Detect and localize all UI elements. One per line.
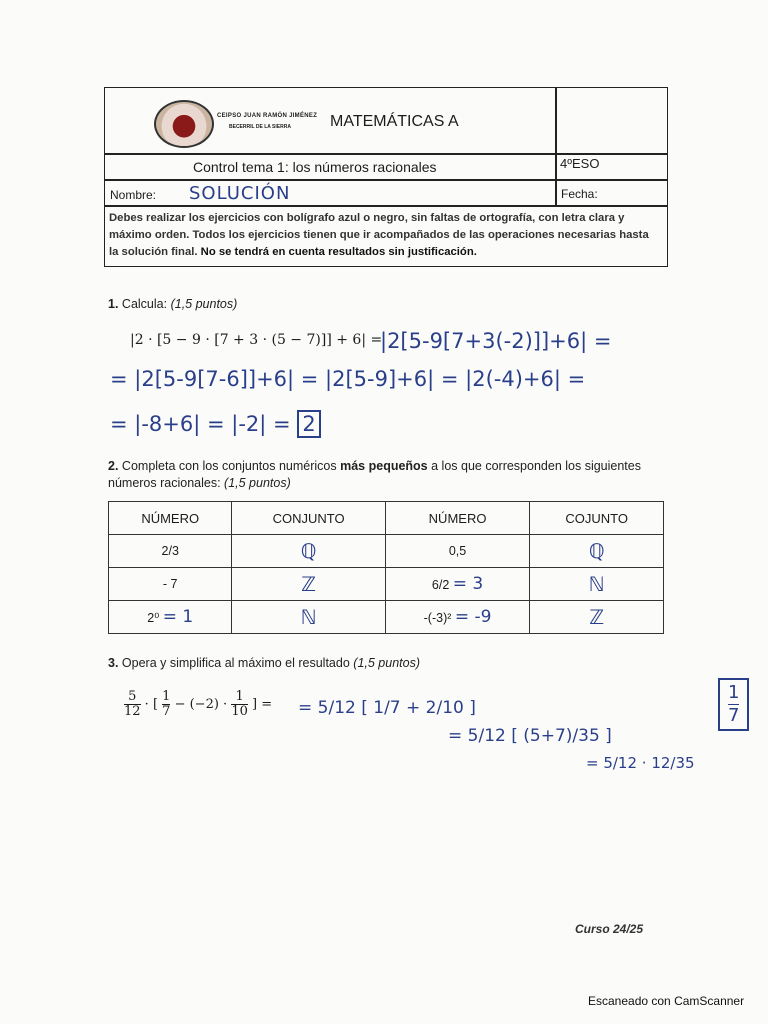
q3-step2: = 5/12 [ (5+7)/35 ] bbox=[448, 726, 612, 746]
header-number-1: NÚMERO bbox=[109, 502, 232, 535]
set-cell: ℕ bbox=[530, 568, 664, 601]
number-cell: 2⁰ = 1 bbox=[109, 601, 232, 634]
set-cell: ℤ bbox=[530, 601, 664, 634]
school-place: BECERRIL DE LA SIERRA bbox=[229, 124, 291, 130]
set-cell: ℚ bbox=[232, 535, 385, 568]
number-cell: 2/3 bbox=[109, 535, 232, 568]
instructions: Debes realizar los ejercicios con bolígrafo azul o negro, sin faltas de ortografía, con letra clara y máximo orden. Todos los ejercicios tienen que ir acompañados de las operaciones necesarias hasta la solución final. No se tendrá en cuenta resultados sin justificación. bbox=[109, 212, 649, 258]
number-cell: 0,5 bbox=[385, 535, 530, 568]
q3-step1: = 5/12 [ 1/7 + 2/10 ] bbox=[298, 698, 476, 718]
q3-expression: $\frac{5}{12}$ · [ $\frac{1}{7}$ − (−2) · $\frac{1}{10}$ ] = bbox=[124, 689, 273, 719]
q1-line2: = |2[5-9[7-6]]+6| = |2[5-9]+6| = |2(-4)+6| = bbox=[110, 367, 586, 391]
name-value: SOLUCIÓN bbox=[189, 183, 291, 204]
control-title: Control tema 1: los números racionales bbox=[193, 159, 437, 175]
q1-line3: = |-8+6| = |-2| = 2 bbox=[110, 412, 321, 436]
number-cell: -(-3)² = -9 bbox=[385, 601, 530, 634]
set-cell: ℚ bbox=[530, 535, 664, 568]
set-cell: ℕ bbox=[232, 601, 385, 634]
q3-step3: = 5/12 · 12/35 bbox=[586, 754, 695, 772]
school-logo bbox=[154, 100, 214, 148]
course-footer: Curso 24/25 bbox=[575, 922, 644, 936]
q1-answer: 2 bbox=[297, 410, 320, 438]
school-name: CEIPSO JUAN RAMÓN JIMÉNEZ bbox=[217, 113, 318, 119]
course-level: 4ºESO bbox=[560, 156, 600, 171]
q1-heading: 1. Calcula: (1,5 puntos) bbox=[108, 297, 238, 311]
header-set-1: CONJUNTO bbox=[232, 502, 385, 535]
q2-heading: 2. Completa con los conjuntos numéricos más pequeños a los que corresponden los siguientes números racionales: (1,5 puntos) bbox=[108, 459, 641, 490]
header-set-2: COJUNTO bbox=[530, 502, 664, 535]
date-label: Fecha: bbox=[561, 187, 598, 201]
number-cell: - 7 bbox=[109, 568, 232, 601]
name-label: Nombre: bbox=[110, 188, 157, 202]
sets-table bbox=[108, 501, 664, 634]
scanner-watermark: Escaneado con CamScanner bbox=[588, 994, 745, 1008]
table-row bbox=[109, 568, 664, 601]
header-number-2: NÚMERO bbox=[385, 502, 530, 535]
table-row bbox=[109, 601, 664, 634]
set-cell: ℤ bbox=[232, 568, 385, 601]
table-row bbox=[109, 535, 664, 568]
exam-header bbox=[104, 87, 668, 267]
q1-step1: |2[5-9[7+3(-2)]]+6| = bbox=[380, 329, 612, 353]
q1-expression: |2 · [5 − 9 · [7 + 3 · (5 − 7)]] + 6| = bbox=[130, 332, 383, 348]
subject-title: MATEMÁTICAS A bbox=[330, 113, 459, 130]
table-header-row bbox=[109, 502, 664, 535]
q3-answer: $\frac{1}{7}$ bbox=[718, 678, 749, 731]
number-cell: 6/2 = 3 bbox=[385, 568, 530, 601]
q3-heading: 3. Opera y simplifica al máximo el resultado (1,5 puntos) bbox=[108, 656, 420, 670]
